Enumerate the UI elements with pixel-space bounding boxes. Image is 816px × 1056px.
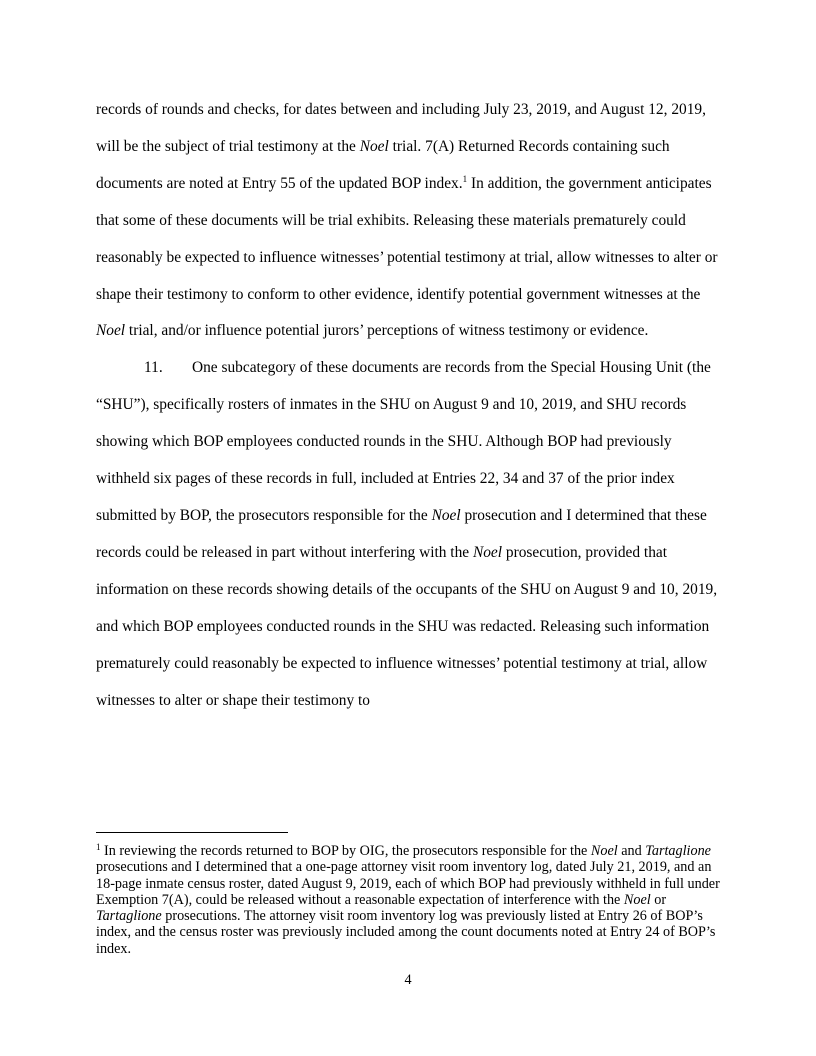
case-name-tartaglione: Tartaglione (96, 908, 162, 925)
paragraph-11 (96, 350, 720, 719)
text-run: In reviewing the records returned to BOP by OIG, the prosecutors responsible for the (100, 843, 591, 859)
case-name-noel: Noel (431, 506, 461, 524)
footnote-reference: 1 (462, 173, 468, 184)
footnote-marker: 1 (96, 842, 101, 852)
text-run: One subcategory of these documents are records from the Special Housing Unit (the “SHU”), specifically rosters of inmates in the SHU on August 9 and 10, 2019, and SHU records showing which BOP employees conducted rounds in the SHU. Although BOP had previously withheld six pages of these records in full, included at Entries 22, 34 and 37 of the prior index submitted by BOP, the prosecutors responsible for the (96, 359, 711, 524)
text-run: trial, and/or influence potential jurors’ perceptions of witness testimony or evidence. (125, 322, 649, 340)
case-name-noel: Noel (359, 137, 389, 155)
paragraph-continuation (96, 92, 720, 350)
text-run: In addition, the government anticipates that some of these documents will be trial exhibits. Releasing these materials prematurely could reasonably be expected to influence witnesses’ potential testimony at trial, allow witnesses to alter or shape their testimony to conform to other evidence, identify potential government witnesses at the (96, 174, 718, 303)
text-run: prosecutions and I determined that a one-page attorney visit room inventory log, dated July 21, 2019, and an 18-page inmate census roster, dated August 9, 2019, each of which BOP had previously withheld in full under Exemption 7(A), could be released without a reasonable expectation of interference with the (96, 859, 720, 908)
case-name-noel: Noel (590, 843, 618, 859)
text-run: prosecutions. The attorney visit room inventory log was previously listed at Entry 26 of BOP’s index, and the census roster was previously included among the count documents noted at Entry 24 of BOP’s index. (96, 908, 716, 957)
text-run: prosecution and I determined that these records could be released in part without interfering with the (96, 506, 707, 561)
footnote-separator (96, 832, 288, 833)
body-text (96, 92, 720, 719)
paragraph-number: 11. (144, 359, 163, 377)
text-run: and (617, 843, 646, 859)
case-name-noel: Noel (472, 543, 503, 561)
case-name-noel: Noel (96, 322, 126, 340)
case-name-tartaglione: Tartaglione (645, 843, 711, 859)
text-run: or (650, 891, 667, 908)
page-number: 4 (404, 972, 412, 988)
text-run: prosecution, provided that information on these records showing details of the occupants of the SHU on August 9 and 10, 2019, and which BOP employees conducted rounds in the SHU was redacted. Releasing such information prematurely could reasonably be expected to influence witnesses’ potential testimony at trial, allow witnesses to alter or shape their testimony to (96, 543, 718, 709)
case-name-noel: Noel (623, 891, 651, 908)
text-run: trial. 7(A) Returned Records containing such documents are noted at Entry 55 of the updated BOP index. (96, 137, 670, 192)
footnote-1 (96, 843, 720, 957)
text-run: records of rounds and checks, for dates between and including July 23, 2019, and August 12, 2019, will be the subject of trial testimony at the (96, 101, 706, 155)
